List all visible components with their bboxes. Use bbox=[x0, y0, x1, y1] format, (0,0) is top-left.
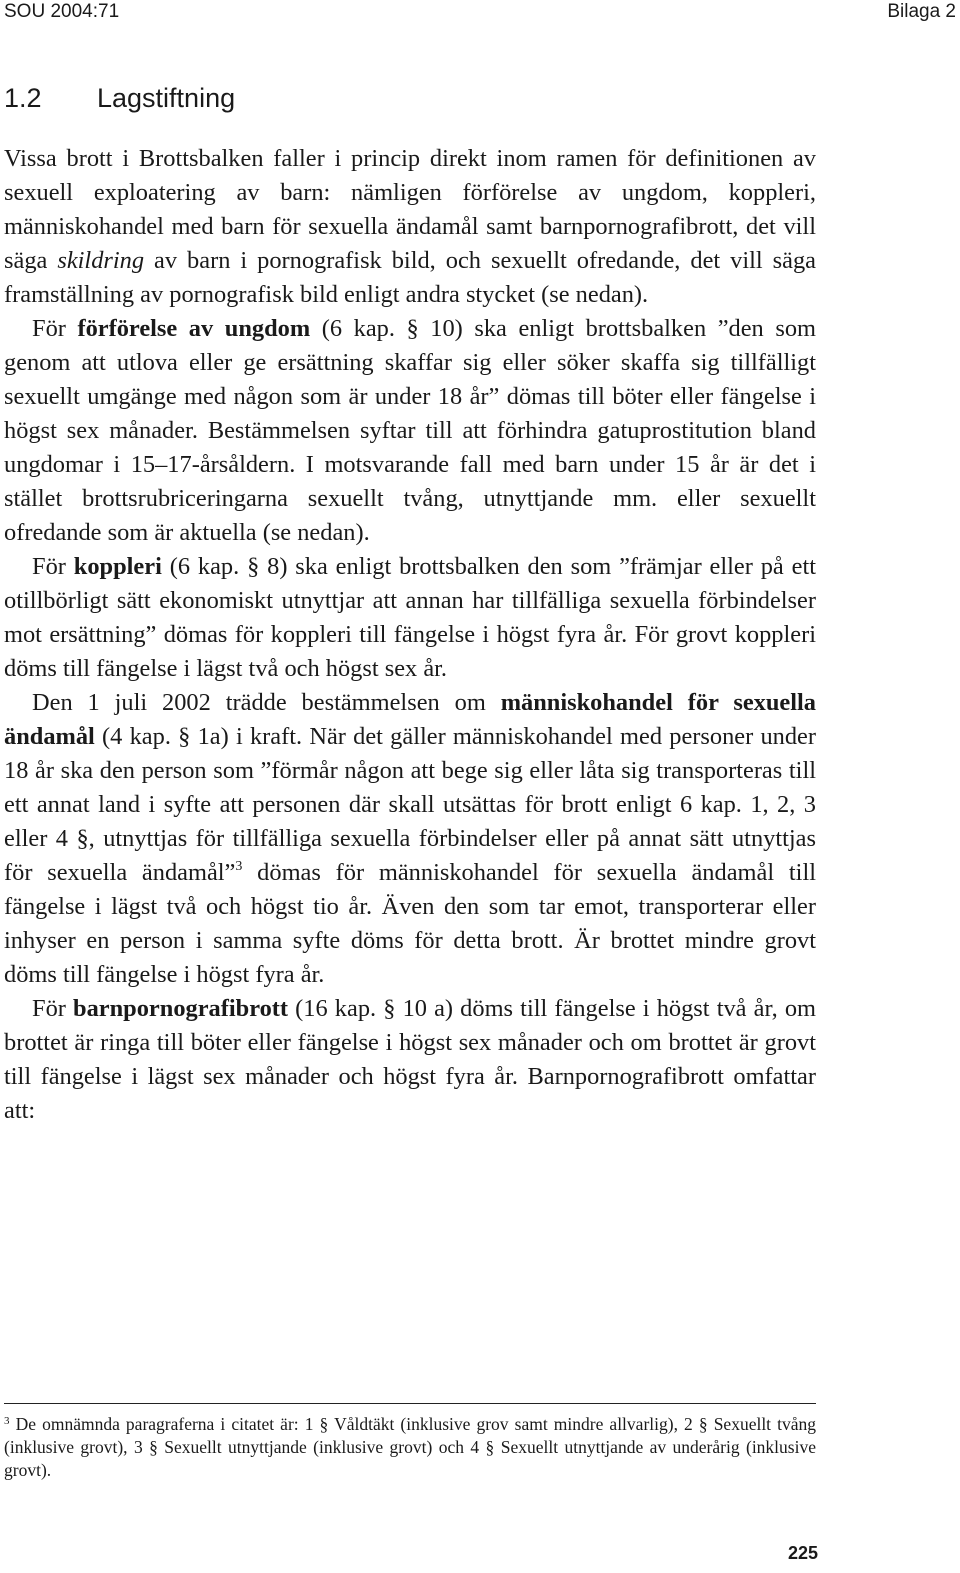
section-title: Lagstiftning bbox=[97, 83, 236, 113]
text-run: Den 1 juli 2002 trädde bestämmelsen om bbox=[32, 689, 501, 716]
text-run: (16 kap. § 10 a) döms till fängelse i högst två år, om brottet är ringa till böter eller fängelse i högst sex månader och om brottet är grovt till fängelse i lägst sex månader och högst fyra år. Barnpornografibrott omfattar att: bbox=[4, 995, 816, 1124]
page-header bbox=[0, 0, 960, 30]
paragraph-1 bbox=[4, 142, 816, 312]
bold-term: barnpornografibrott bbox=[73, 995, 289, 1022]
italic-term: skildring bbox=[57, 247, 145, 274]
text-run: (6 kap. § 8) ska enligt brottsbalken den som ”främjar eller på ett otillbörligt sätt ekonomiskt utnyttjar att annan har tillfälliga sexuella förbindelser mot ersättning” dömas för koppleri till fängelse i högst fyra år. För grovt koppleri döms till fängelse i lägst två och högst sex år. bbox=[4, 553, 816, 682]
section-heading bbox=[4, 83, 235, 114]
footnotes bbox=[4, 1413, 816, 1482]
text-run: (4 kap. § 1a) i kraft. När det gäller människohandel med personer under 18 år ska den person som ”förmår någon att bege sig eller låta sig transporteras till ett annat land i syfte att personen där skall utsättas för brott enligt 6 kap. 1, 2, 3 eller 4 §, utnyttjas för tillfälliga sexuella förbindelser eller på annat sätt utnyttjas för sexuella ändamål” bbox=[4, 723, 816, 886]
footnote-text: De omnämnda paragraferna i citatet är: 1 § Våldtäkt (inklusive grov samt mindre allvarlig), 2 § Sexuellt tvång (inklusive grovt), 3 § Sexuellt utnyttjande (inklusive grovt) och 4 § Sexuellt utnyttjande av underårig (inklusive grovt). bbox=[4, 1414, 817, 1480]
body-text bbox=[4, 142, 816, 1128]
footnote-divider bbox=[4, 1403, 816, 1404]
paragraph-3 bbox=[4, 550, 816, 686]
paragraph-2 bbox=[4, 312, 816, 550]
text-run: För bbox=[32, 553, 74, 580]
text-run: dömas för människohandel för sexuella ändamål till fängelse i lägst två och högst tio år. Även den som tar emot, transporterar eller inhyser en person i samma syfte döms för detta brott. Är brottet mindre grovt döms till fängelse i högst fyra år. bbox=[4, 859, 816, 988]
bold-term: förförelse av ungdom bbox=[77, 315, 311, 342]
footnote-number: 3 bbox=[4, 1415, 10, 1427]
text-run: För bbox=[32, 995, 74, 1022]
page-number: 225 bbox=[787, 1543, 818, 1563]
footnote-3 bbox=[4, 1413, 816, 1482]
bold-term: koppleri bbox=[73, 553, 162, 580]
text-run: av barn i pornografisk bild, och sexuellt ofredande, det vill säga framställning av pornografisk bild enligt andra stycket (se nedan). bbox=[4, 247, 816, 308]
text-run: (6 kap. § 10) ska enligt brottsbalken ”den som genom att utlova eller ge ersättning skaffar sig eller söker skaffa sig tillfälligt sexuellt umgänge med någon som är under 18 år” dömas till böter eller fängelse i högst sex månader. Bestämmelsen syftar till att förhindra gatuprostitution bland ungdomar i 15–17-årsåldern. I motsvarande fall med barn under 15 år är det i stället brottsrubriceringarna sexuellt tvång, utnyttjande mm. eller sexuellt ofredande som är aktuella (se nedan). bbox=[4, 315, 816, 546]
bold-term: människohandel för sexuella ändamål bbox=[4, 689, 816, 750]
text-run: För bbox=[32, 315, 78, 342]
footnote-ref: 3 bbox=[235, 859, 243, 874]
paragraph-4 bbox=[4, 686, 816, 992]
section-number: 1.2 bbox=[4, 83, 42, 113]
text-run: Vissa brott i Brottsbalken faller i princip direkt inom ramen för definitionen av sexuell exploatering av barn: nämligen förförelse av ungdom, koppleri, människohandel med barn för sexuella ändamål samt barnpornografibrott, det vill säga bbox=[4, 145, 816, 274]
paragraph-5 bbox=[4, 992, 816, 1128]
document-reference: SOU 2004:71 bbox=[4, 1, 120, 22]
appendix-label: Bilaga 2 bbox=[887, 1, 956, 22]
